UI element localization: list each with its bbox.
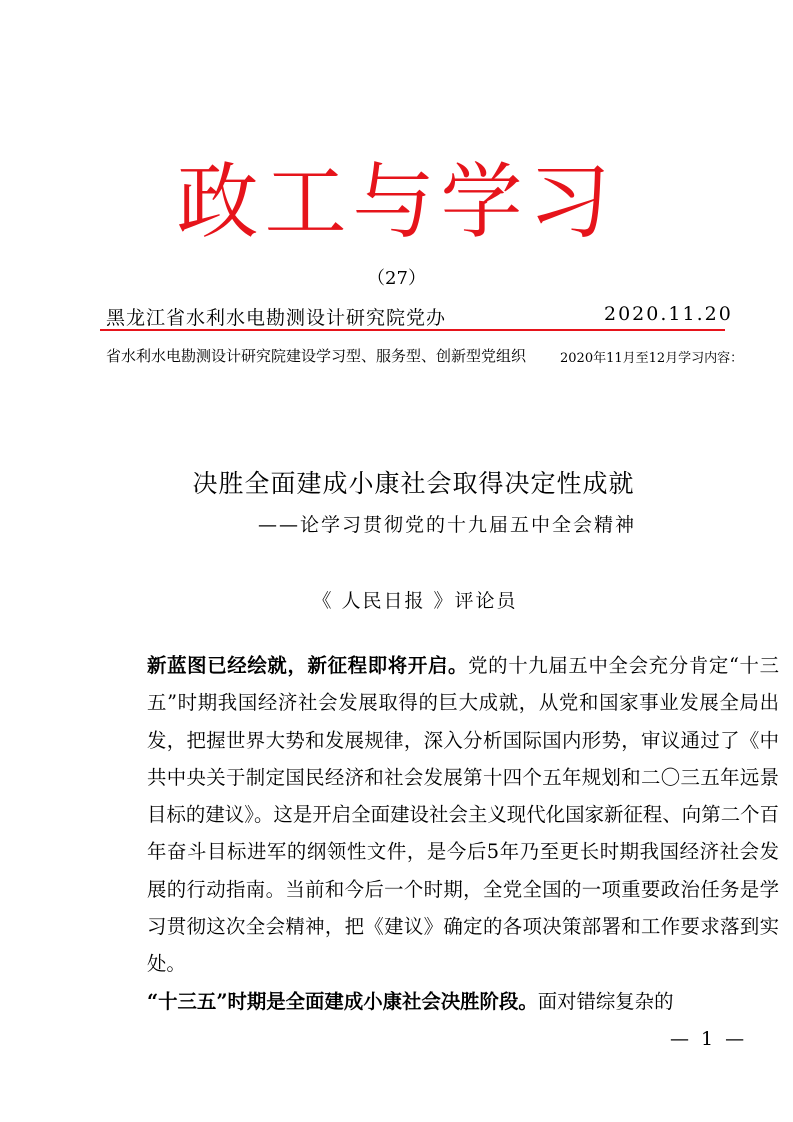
article-author: 《 人民日报 》评论员	[312, 590, 518, 612]
section-description: 省水利水电勘测设计研究院建设学习型、服务型、创新型党组织	[106, 347, 527, 365]
article-subtitle: ——论学习贯彻党的十九届五中全会精神	[258, 514, 637, 536]
red-divider	[100, 329, 725, 331]
paragraph-1-lead: 新蓝图已经绘就，新征程即将开启。	[147, 654, 469, 677]
study-period: 2020年11月至12月学习内容：	[560, 351, 744, 366]
paragraph-1	[105, 647, 779, 983]
article-title: 决胜全面建成小康社会取得决定性成就	[192, 469, 635, 498]
paragraph-2	[105, 983, 779, 1020]
paragraph-1-body: 党的十九届五中全会充分肯定“十三五”时期我国经济社会发展取得的巨大成就，从党和国家事业发展全局出发，把握世界大势和发展规律，深入分析国际国内形势，审议通过了《中共中央关于制定国民经济和社会发展第十四个五年规划和二〇三五年远景目标的建议》。这是开启全面建设社会主义现代化国家新征程、向第二个百年奋斗目标进军的纲领性文件，是今后5年乃至更长时期我国经济社会发展的行动指南。当前和今后一个时期，全党全国的一项重要政治任务是学习贯彻这次全会精神，把《建议》确定的各项决策部署和工作要求落到实处。	[147, 654, 779, 976]
paragraph-2-lead: “十三五”时期是全面建成小康社会决胜阶段。	[147, 990, 538, 1013]
masthead-title: 政工与学习	[176, 155, 617, 250]
issue-date: 2020.11.20	[604, 303, 733, 325]
issue-number: （27）	[367, 268, 426, 289]
page-number: — 1 —	[670, 1028, 748, 1050]
organization-name: 黑龙江省水利水电勘测设计研究院党办	[106, 307, 447, 329]
paragraph-2-body: 面对错综复杂的	[537, 990, 674, 1013]
